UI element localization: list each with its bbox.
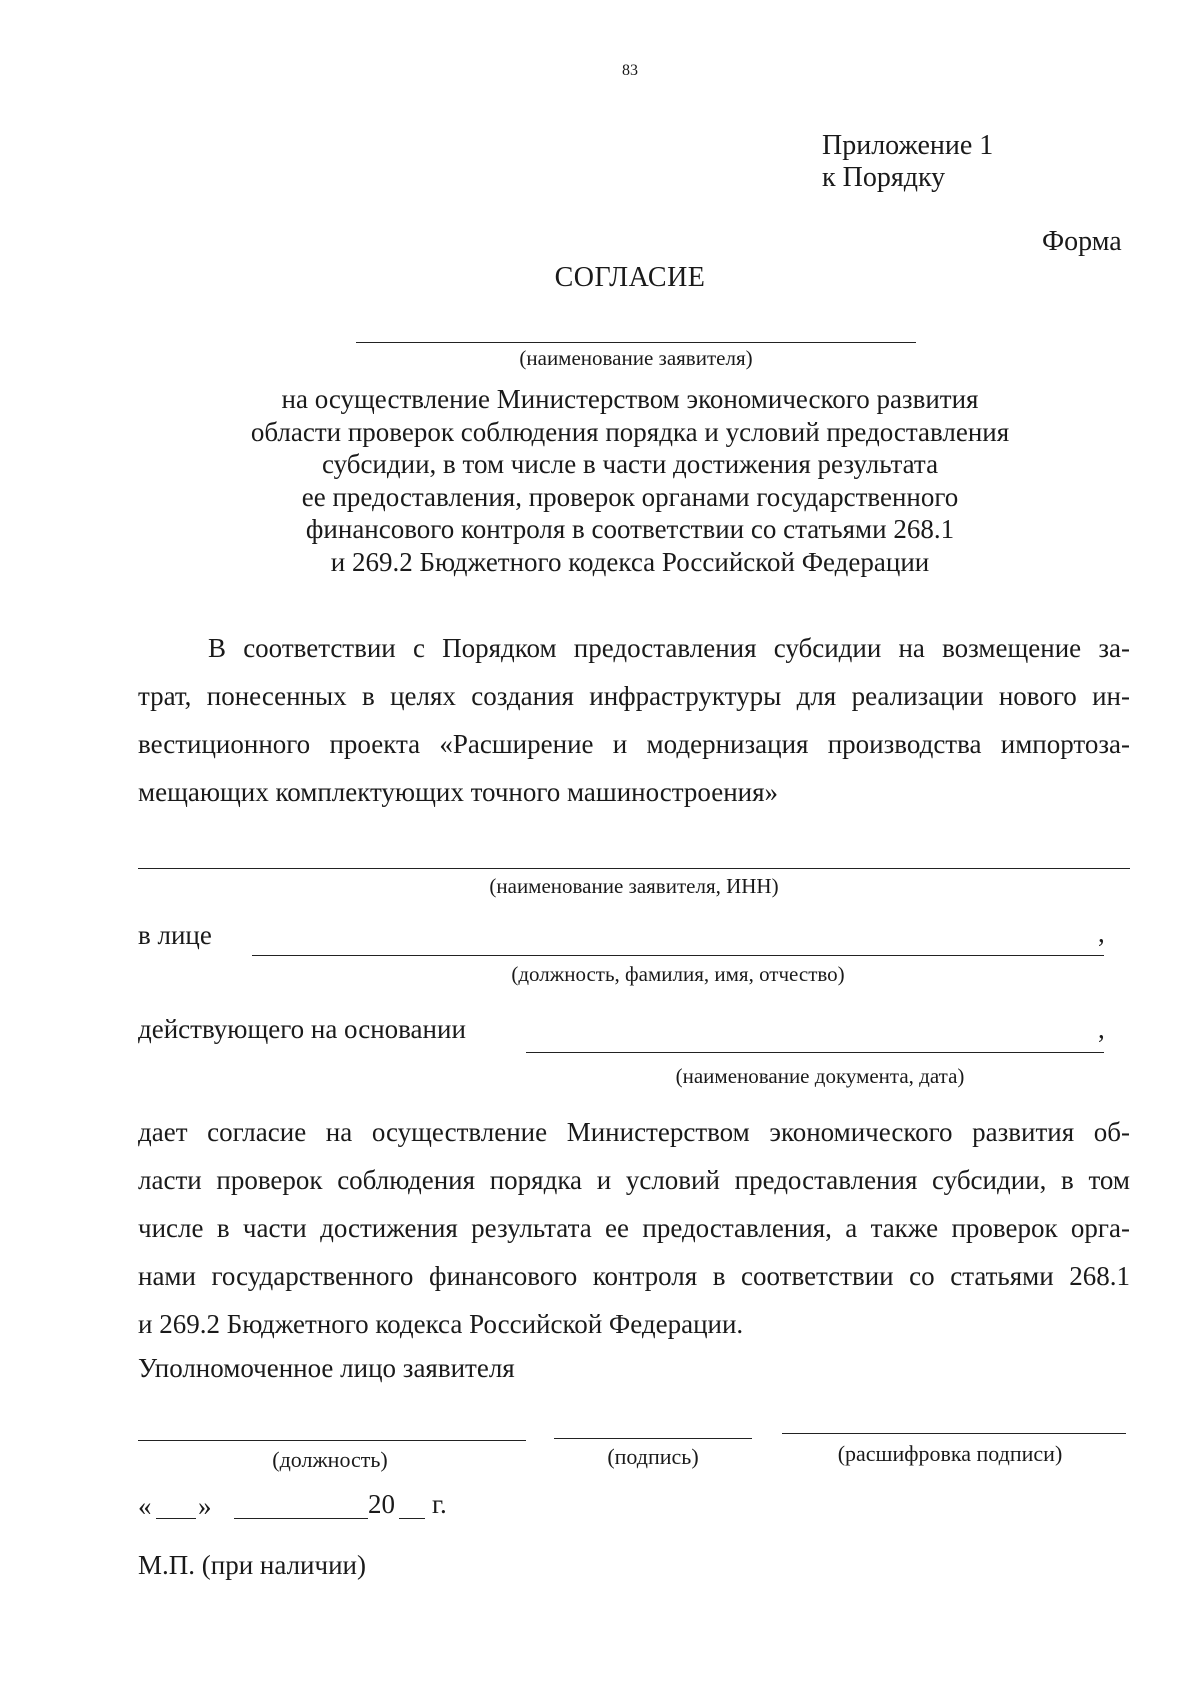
appendix-reference: [822, 130, 993, 194]
acting-basis-label: действующего на основании: [138, 1014, 466, 1044]
document-title: СОГЛАСИЕ: [554, 262, 706, 293]
basis-document-field[interactable]: [526, 1052, 1104, 1053]
applicant-name-caption: (наименование заявителя): [519, 346, 753, 370]
paragraph-line: вестиционного проекта «Расширение и модернизация производства импортоза-: [138, 729, 1130, 759]
basis-document-caption: (наименование документа, дата): [675, 1064, 965, 1088]
paragraph-line: дает согласие на осуществление Министерством экономического развития об-: [138, 1117, 1130, 1147]
applicant-name-field[interactable]: [356, 342, 916, 343]
page-number: 83: [622, 62, 638, 79]
authorized-person-label: Уполномоченное лицо заявителя: [138, 1353, 515, 1383]
position-caption: (должность): [272, 1447, 388, 1472]
paragraph-line: числе в части достижения результата ее предоставления, а также проверок орга-: [138, 1213, 1130, 1243]
stamp-note: М.П. (при наличии): [138, 1550, 366, 1580]
paragraph-line: нами государственного финансового контроля в соответствии со статьями 268.1: [138, 1261, 1130, 1291]
signature-decryption-field[interactable]: [782, 1433, 1126, 1434]
subtitle-line: на осуществление Министерством экономического развития: [281, 384, 979, 414]
date-month-field[interactable]: [234, 1518, 368, 1519]
appendix-line-1: Приложение 1: [822, 130, 994, 161]
signature-caption: (подпись): [607, 1444, 699, 1469]
consent-paragraph: [138, 1108, 1130, 1348]
date-year-suffix: г.: [432, 1489, 447, 1519]
signature-decryption-caption: (расшифровка подписи): [837, 1441, 1063, 1466]
subtitle-line: финансового контроля в соответствии со статьями 268.1: [305, 514, 955, 545]
document-subtitle: [180, 383, 1080, 579]
date-open-quote: «: [138, 1491, 152, 1521]
subtitle-line: области проверок соблюдения порядка и условий предоставления: [250, 416, 1010, 447]
subtitle-line: субсидии, в том числе в части достижения результата: [321, 449, 939, 480]
appendix-line-2: к Порядку: [822, 162, 946, 193]
subtitle-line: и 269.2 Бюджетного кодекса Российской Федерации: [330, 546, 930, 577]
in-person-label: в лице: [138, 920, 212, 950]
signature-field[interactable]: [554, 1438, 752, 1439]
representative-field[interactable]: [252, 955, 1104, 956]
date-close-quote: »: [198, 1491, 212, 1521]
comma: ,: [1098, 1014, 1105, 1044]
date-year-prefix: 20: [368, 1489, 395, 1519]
subtitle-line: ее предоставления, проверок органами государственного: [301, 481, 959, 512]
date-year-field[interactable]: [399, 1518, 425, 1519]
paragraph-line: трат, понесенных в целях создания инфраструктуры для реализации нового ин-: [138, 681, 1130, 711]
paragraph-line: В соответствии с Порядком предоставления субсидии на возмещение за-: [208, 633, 1130, 663]
intro-paragraph: [138, 624, 1130, 816]
applicant-inn-field[interactable]: [138, 868, 1130, 869]
position-field[interactable]: [138, 1440, 526, 1441]
date-day-field[interactable]: [156, 1518, 196, 1519]
comma: ,: [1098, 918, 1105, 948]
paragraph-line: ласти проверок соблюдения порядка и условий предоставления субсидии, в том: [138, 1165, 1130, 1195]
paragraph-line: и 269.2 Бюджетного кодекса Российской Федерации.: [138, 1309, 744, 1339]
form-label: Форма: [1042, 226, 1122, 257]
paragraph-line: мещающих комплектующих точного машиностроения»: [138, 777, 779, 807]
applicant-inn-caption: (наименование заявителя, ИНН): [489, 874, 779, 898]
representative-caption: (должность, фамилия, имя, отчество): [511, 962, 845, 986]
